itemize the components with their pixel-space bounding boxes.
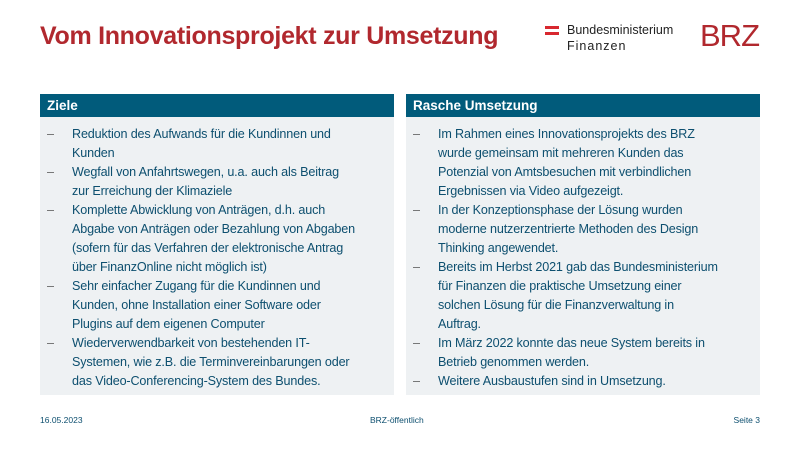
dash-bullet-icon: – [47, 336, 54, 350]
list-item-text: Wegfall von Anfahrtswegen, u.a. auch als Beitrag [72, 165, 339, 179]
dash-bullet-icon: – [47, 279, 54, 293]
list-item [40, 277, 394, 334]
bullet-list [406, 117, 760, 391]
dash-bullet-icon: – [413, 336, 420, 350]
list-item [40, 334, 394, 391]
dash-bullet-icon: – [413, 203, 420, 217]
list-item-text: In der Konzeptionsphase der Lösung wurden [438, 203, 683, 217]
list-item [406, 125, 760, 201]
list-item-text: wurde gemeinsam mit mehreren Kunden das [438, 146, 684, 160]
slide-title: Vom Innovationsprojekt zur Umsetzung [40, 22, 499, 50]
list-item-text: Komplette Abwicklung von Anträgen, d.h. auch [72, 203, 326, 217]
list-item-text: Abgabe von Anträgen oder Bezahlung von Abgaben [72, 222, 355, 236]
dash-bullet-icon: – [47, 165, 54, 179]
list-item-text: Plugins auf dem eigenen Computer [72, 317, 265, 331]
list-item [40, 125, 394, 163]
list-item-text: Reduktion des Aufwands für die Kundinnen und [72, 127, 331, 141]
austria-flag-icon [545, 26, 559, 38]
bullet-list [40, 117, 394, 391]
footer-date: 16.05.2023 [40, 415, 83, 425]
list-item-text: zur Erreichung der Klimaziele [72, 184, 233, 198]
dash-bullet-icon: – [413, 127, 420, 141]
dash-bullet-icon: – [47, 203, 54, 217]
list-item-text: Kunden [72, 146, 115, 160]
dash-bullet-icon: – [413, 374, 420, 388]
dash-bullet-icon: – [413, 260, 420, 274]
list-item-text: Wiederverwendbarkeit von bestehenden IT- [72, 336, 310, 350]
bmf-name-line1: Bundesministerium [567, 23, 674, 37]
panel-rasche-umsetzung [406, 94, 760, 395]
list-item-text: (sofern für das Verfahren der elektronische Antrag [72, 241, 344, 255]
list-item [40, 163, 394, 201]
list-item-text: Weitere Ausbaustufen sind in Umsetzung. [438, 374, 666, 388]
bmf-name-line2: Finanzen [567, 39, 627, 53]
footer-page-number: Seite 3 [733, 415, 760, 425]
list-item-text: Potenzial von Amtsbesuchen mit verbindlichen [438, 165, 692, 179]
list-item-text: Kunden, ohne Installation einer Software oder [72, 298, 321, 312]
list-item [406, 334, 760, 372]
list-item-text: Ergebnissen via Video aufgezeigt. [438, 184, 624, 198]
list-item-text: Im Rahmen eines Innovationsprojekts des BRZ [438, 127, 695, 141]
list-item-text: Auftrag. [438, 317, 481, 331]
brz-logo: BRZ [700, 18, 759, 53]
dash-bullet-icon: – [47, 127, 54, 141]
list-item [40, 201, 394, 277]
list-item-text: das Video-Conferencing-System des Bundes. [72, 374, 321, 388]
panel-heading: Rasche Umsetzung [406, 94, 760, 117]
list-item-text: Betrieb genommen werden. [438, 355, 590, 369]
panel-heading: Ziele [40, 94, 394, 117]
panel-ziele [40, 94, 394, 395]
list-item-text: Thinking angewendet. [438, 241, 559, 255]
list-item-text: Im März 2022 konnte das neue System bereits in [438, 336, 705, 350]
list-item [406, 201, 760, 258]
list-item-text: Bereits im Herbst 2021 gab das Bundesministerium [438, 260, 718, 274]
list-item-text: für Finanzen die praktische Umsetzung einer [438, 279, 682, 293]
list-item-text: Sehr einfacher Zugang für die Kundinnen und [72, 279, 321, 293]
list-item-text: über FinanzOnline nicht möglich ist) [72, 260, 267, 274]
list-item-text: moderne nutzerzentrierte Methoden des Design [438, 222, 699, 236]
footer-classification: BRZ-öffentlich [370, 415, 424, 425]
list-item [406, 372, 760, 391]
list-item-text: solchen Lösung für die Finanzverwaltung in [438, 298, 674, 312]
list-item-text: Systemen, wie z.B. die Terminvereinbarungen oder [72, 355, 350, 369]
list-item [406, 258, 760, 334]
